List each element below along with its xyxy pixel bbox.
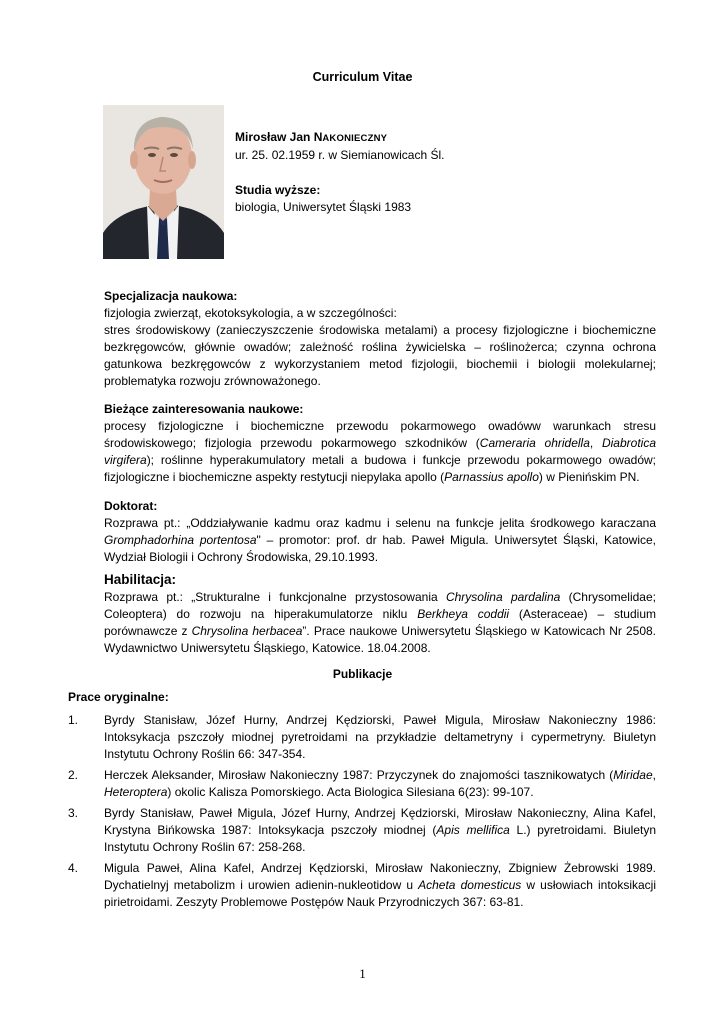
- item-text: Byrdy Stanisław, Paweł Migula, Józef Hurny, Andrzej Kędziorski, Mirosław Nakonieczny, Alina Kafel, Krystyna Bińkowska 1987: Intoksykacja pszczoły miodnej (Apis mellifica L.) pyretroidami. Biuletyn Instytutu Ochrony Roślin 67: 258-268.: [104, 806, 656, 854]
- personal-info: [235, 129, 635, 216]
- habilitation-heading: Habilitacja:: [104, 572, 177, 587]
- list-item: [68, 805, 656, 856]
- specialization-section: [104, 288, 656, 390]
- original-works-heading: Prace oryginalne:: [68, 690, 169, 704]
- interests-heading: Bieżące zainteresowania naukowe:: [104, 402, 304, 416]
- list-item: [68, 712, 656, 763]
- item-text: Migula Paweł, Alina Kafel, Andrzej Kędziorski, Mirosław Nakonieczny, Zbigniew Żebrowski 1989. Dychatielnyj metabolizm i urowien adienin-nukleotidow u Acheta domesticus w usłowiach intoksikacji pirietroidami. Zeszyty Problemowe Postępów Nauk Przyrodniczych 367: 63-81.: [104, 861, 656, 909]
- specialization-intro: fizjologia zwierząt, ekotoksykologia, a w szczególności:: [104, 306, 397, 320]
- specialization-text: stres środowiskowy (zanieczyszczenie środowiska metalami) a procesy fizjologiczne i biochemiczne bezkręgowców, głównie owadów; zależność roślina żywicielska – roślinożerca; czynna ochrona gatunkowa bezkręgowców z wykorzystaniem metod fizjologii, biochemii i biologii molekularnej; problematyka rozwoju zrównoważonego.: [104, 323, 656, 388]
- habilitation-text: Rozprawa pt.: „Strukturalne i funkcjonalne przystosowania Chrysolina pardalina (Chrysomelidae; Coleoptera) do rozwoju na hiperakumulatorze niklu Berkheya coddii (Asteraceae) – studium porównawcze z Chrysolina herbacea”. Prace naukowe Uniwersytetu Śląskiego w Katowicach Nr 2508. Wydawnictwo Uniwersytetu Śląskiego, Katowice. 18.04.2008.: [104, 590, 657, 655]
- doctorate-text: Rozprawa pt.: „Oddziaływanie kadmu oraz kadmu i selenu na funkcje jelita środkowego karaczana Gromphadorhina portentosa" – promotor: prof. dr hab. Paweł Migula. Uniwersytet Śląski, Katowice, Wydział Biologii i Ochrony Środowiska, 29.10.1993.: [104, 516, 656, 564]
- publication-list: [68, 712, 656, 915]
- doctorate-section: [104, 498, 656, 566]
- person-name: Mirosław Jan NAKONIECZNY: [235, 130, 388, 144]
- studies-value: biologia, Uniwersytet Śląski 1983: [235, 200, 412, 214]
- item-number: 4.: [68, 861, 79, 875]
- document-title: Curriculum Vitae: [312, 70, 413, 84]
- birth-info: ur. 25. 02.1959 r. w Siemianowicach Śl.: [235, 148, 445, 162]
- item-number: 1.: [68, 713, 79, 727]
- page-number: 1: [359, 966, 366, 981]
- publications-heading: Publikacje: [332, 667, 393, 681]
- portrait-photo: [103, 105, 224, 259]
- list-item: [68, 860, 656, 911]
- studies-heading: Studia wyższe:: [235, 183, 321, 197]
- list-item: [68, 767, 656, 801]
- item-number: 3.: [68, 806, 79, 820]
- interests-text: procesy fizjologiczne i biochemiczne przewodu pokarmowego owadóww warunkach stresu środowiskowego; fizjologia przewodu pokarmowego szkodników (Cameraria ohridella, Diabrotica virgifera); roślinne hyperakumulatory metali a budowa i funkcje przewodu pokarmowego owadów; fizjologiczne i biochemiczne aspekty restytucji niepylaka apollo (Parnassius apollo) w Pienińskim PN.: [104, 419, 656, 484]
- specialization-heading: Specjalizacja naukowa:: [104, 289, 238, 303]
- interests-section: [104, 401, 656, 486]
- item-text: Byrdy Stanisław, Józef Hurny, Andrzej Kędziorski, Paweł Migula, Mirosław Nakonieczny 1986: Intoksykacja pszczoły miodnej pyretroidami na przykładzie deltametryny i cypermetryny. Biuletyn Instytutu Ochrony Roślin 66: 347-354.: [104, 713, 656, 761]
- habilitation-section: [104, 571, 656, 657]
- item-number: 2.: [68, 768, 79, 782]
- item-text: Herczek Aleksander, Mirosław Nakonieczny 1987: Przyczynek do znajomości tasznikowatych (Miridae, Heteroptera) okolic Kalisza Pomorskiego. Acta Biologica Silesiana 6(23): 99-107.: [104, 768, 656, 799]
- doctorate-heading: Doktorat:: [104, 499, 158, 513]
